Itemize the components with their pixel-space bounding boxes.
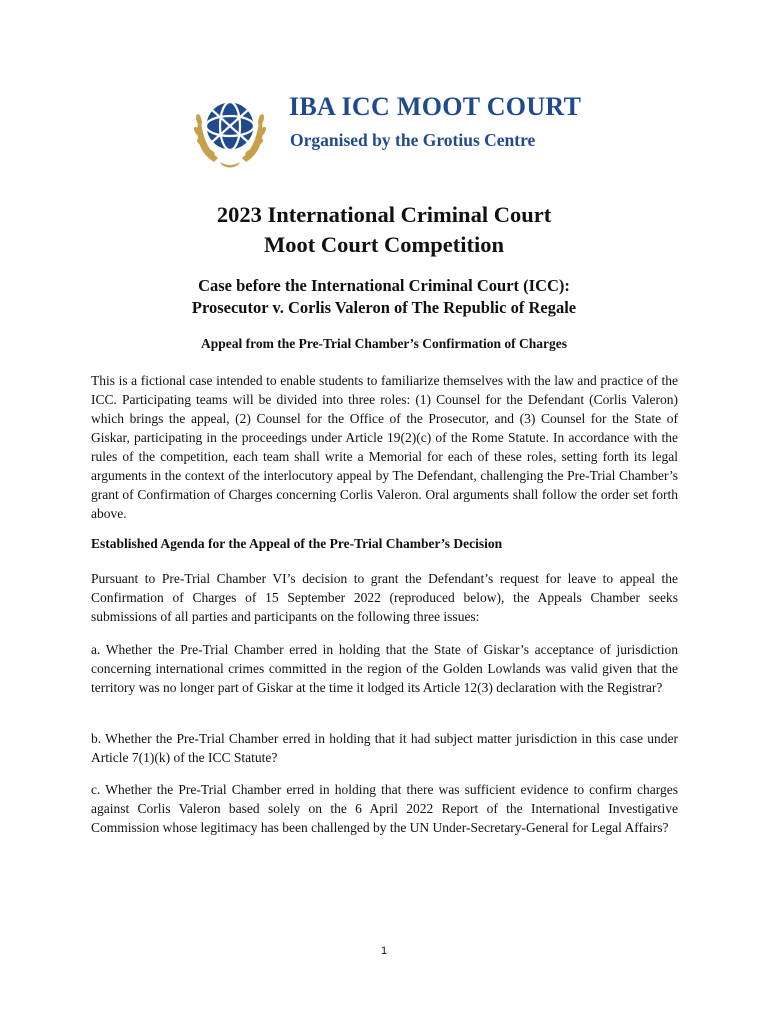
document-title [0,200,768,260]
laurel-globe-emblem-icon [190,90,270,170]
case-line-2: Prosecutor v. Corlis Valeron of The Republic of Regale [191,298,577,317]
title-line-2: Moot Court Competition [264,232,504,257]
intro-paragraph: This is a fictional case intended to enable students to familiarize themselves with the law and practice of the ICC. Participating teams will be divided into three roles: (1) Counsel for the Defendant (Corlis Valeron) which brings the appeal, (2) Counsel for the Office of the Prosecutor, and (3) Counsel for the State of Giskar, participating in the proceedings under Article 19(2)(c) of the Rome Statute. In accordance with the rules of the competition, each team shall write a Memorial for each of these roles, setting forth its legal arguments in the context of the interlocutory appeal by The Defendant, challenging the Pre-Trial Chamber’s grant of Confirmation of Charges concerning Corlis Valeron. Oral arguments shall follow the order set forth above. [91,373,678,521]
issue-a: a. Whether the Pre-Trial Chamber erred in holding that the State of Giskar’s acceptance of jurisdiction concerning international crimes committed in the region of the Golden Lowlands was valid given that the territory was no longer part of Giskar at the time it lodged its Article 12(3) declaration with the Registrar? [91,642,678,695]
agenda-paragraph: Pursuant to Pre-Trial Chamber VI’s decision to grant the Defendant’s request for leave to appeal the Confirmation of Charges of 15 September 2022 (reproduced below), the Appeals Chamber seeks submissions of all parties and participants on the following three issues: [91,571,678,624]
case-title [0,275,768,319]
logo-subtitle: Organised by the Grotius Centre [290,130,536,150]
issue-b: b. Whether the Pre-Trial Chamber erred in holding that it had subject matter jurisdiction in this case under Article 7(1)(k) of the ICC Statute? [91,731,678,765]
case-line-1: Case before the International Criminal Court (ICC): [198,276,570,295]
title-line-1: 2023 International Criminal Court [216,202,552,227]
appeal-title: Appeal from the Pre-Trial Chamber’s Confirmation of Charges [200,336,568,351]
logo-title: IBA ICC MOOT COURT [289,92,582,121]
issue-c: c. Whether the Pre-Trial Chamber erred in holding that there was sufficient evidence to confirm charges against Corlis Valeron based solely on the 6 April 2022 Report of the International Investigative Commission whose legitimacy has been challenged by the UN Under-Secretary-General for Legal Affairs? [91,782,678,835]
page-number: 1 [380,945,388,957]
agenda-heading: Established Agenda for the Appeal of the Pre-Trial Chamber’s Decision [91,536,503,551]
iba-icc-moot-court-logo [190,90,580,170]
